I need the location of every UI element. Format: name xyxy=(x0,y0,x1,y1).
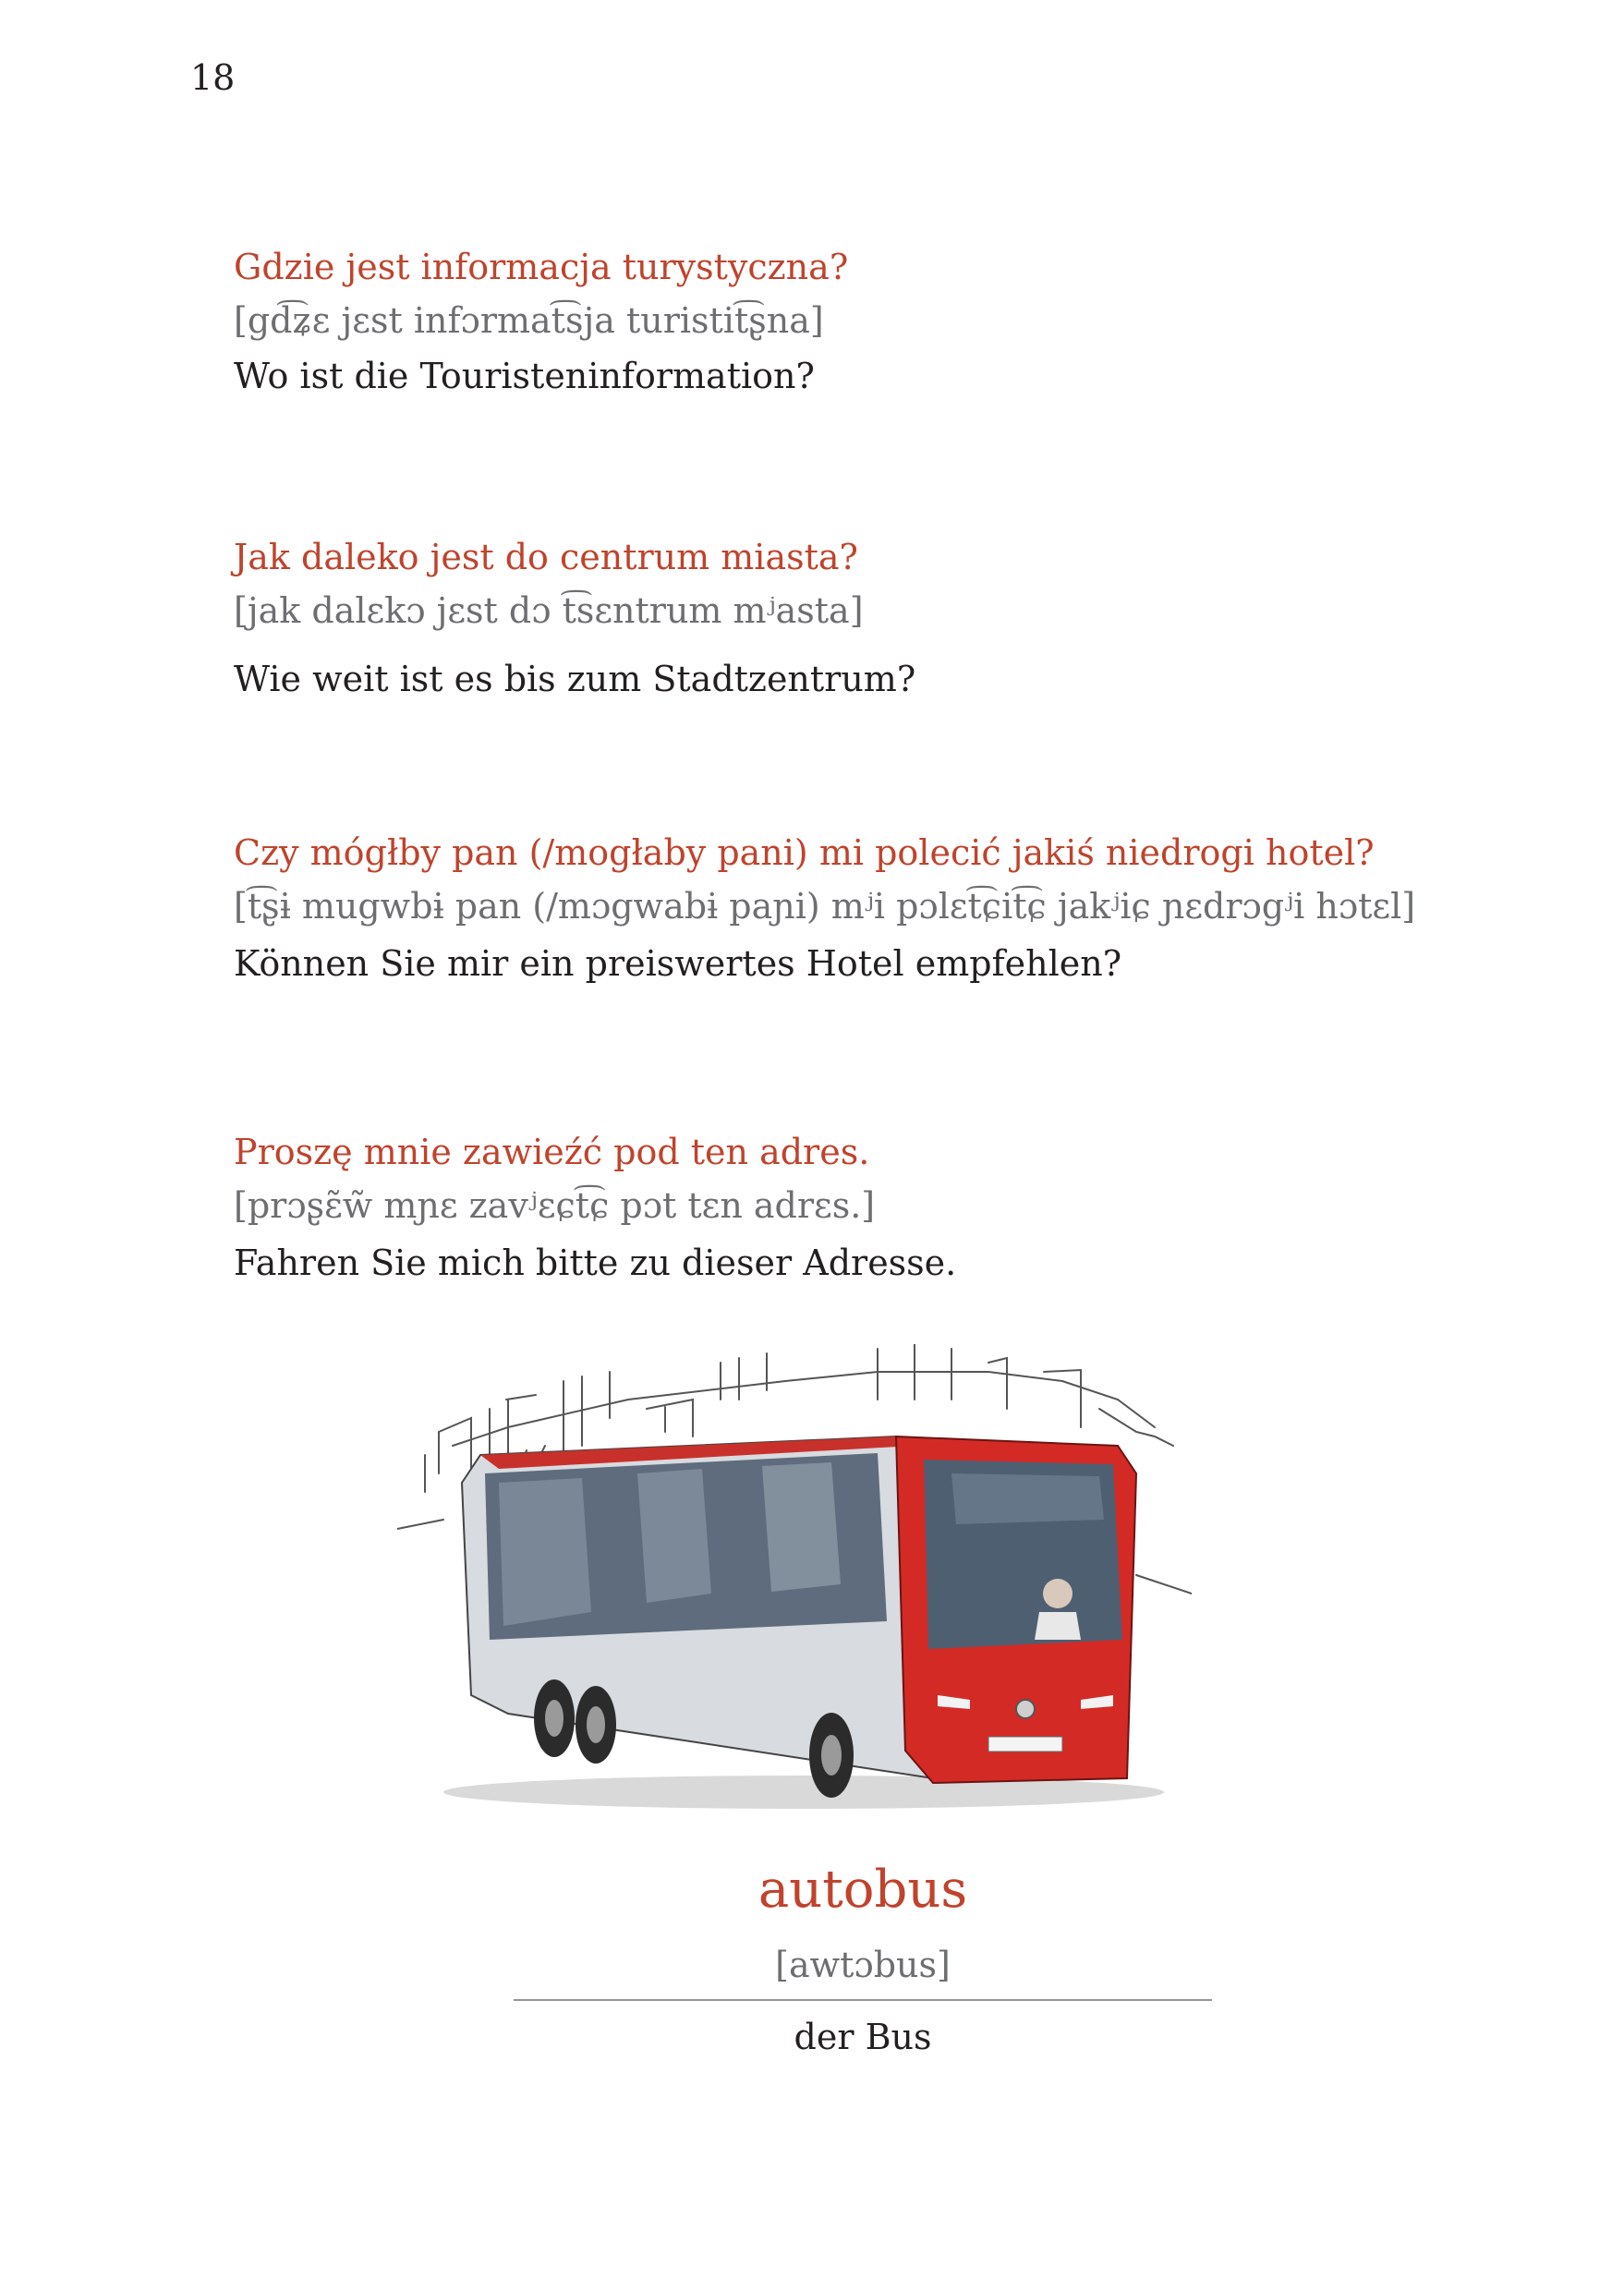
phrase-pronunciation: [gd͡ʑɛ jɛst infɔrmat͡sja turistit͡ʂna] xyxy=(234,300,824,341)
bus-body xyxy=(462,1436,933,1798)
phrase-block xyxy=(234,1132,1435,1283)
phrase-polish: Jak daleko jest do centrum miasta? xyxy=(234,537,858,577)
vocab-word-polish: autobus xyxy=(757,1860,968,1920)
phrase-polish: Proszę mnie zawieźć pod ten adres. xyxy=(234,1132,870,1172)
phrase-german: Wo ist die Touristeninformation? xyxy=(234,356,815,396)
phrase-block xyxy=(234,249,1435,394)
phrase-german: Fahren Sie mich bitte zu dieser Adresse. xyxy=(234,1243,957,1283)
vocab-word-pronunciation: [awtɔbus] xyxy=(775,1945,951,1985)
phrase-german: Können Sie mir ein preiswertes Hotel empfehlen? xyxy=(234,943,1122,984)
vocab-word-german: der Bus xyxy=(794,2017,932,2057)
phrase-pronunciation: [prɔʂɛ̃w̃ mɲɛ zavʲɛɕt͡ɕ pɔt tɛn adrɛs.] xyxy=(234,1185,876,1226)
phrase-polish: Czy mógłby pan (/mogłaby pani) mi polecić jakiś niedrogi hotel? xyxy=(234,832,1375,873)
phrase-german: Wie weit ist es bis zum Stadtzentrum? xyxy=(234,659,916,699)
page-number: 18 xyxy=(190,57,236,98)
phrase-polish: Gdzie jest informacja turystyczna? xyxy=(234,247,849,287)
phrase-block xyxy=(234,539,1435,697)
phrase-pronunciation: [t͡ʂɨ mugwbɨ pan (/mɔgwabɨ paɲi) mʲi pɔlɛt͡ɕit͡ɕ jakʲiɕ ɲɛdrɔgʲi hɔtɛl] xyxy=(234,886,1416,927)
phrase-pronunciation: [jak dalɛkɔ jɛst dɔ t͡sɛntrum mʲasta] xyxy=(234,590,864,631)
bus-illustration xyxy=(397,1344,1192,1824)
phrase-block xyxy=(234,832,1435,984)
bus-front xyxy=(896,1436,1136,1783)
vocab-divider xyxy=(514,1999,1212,2001)
